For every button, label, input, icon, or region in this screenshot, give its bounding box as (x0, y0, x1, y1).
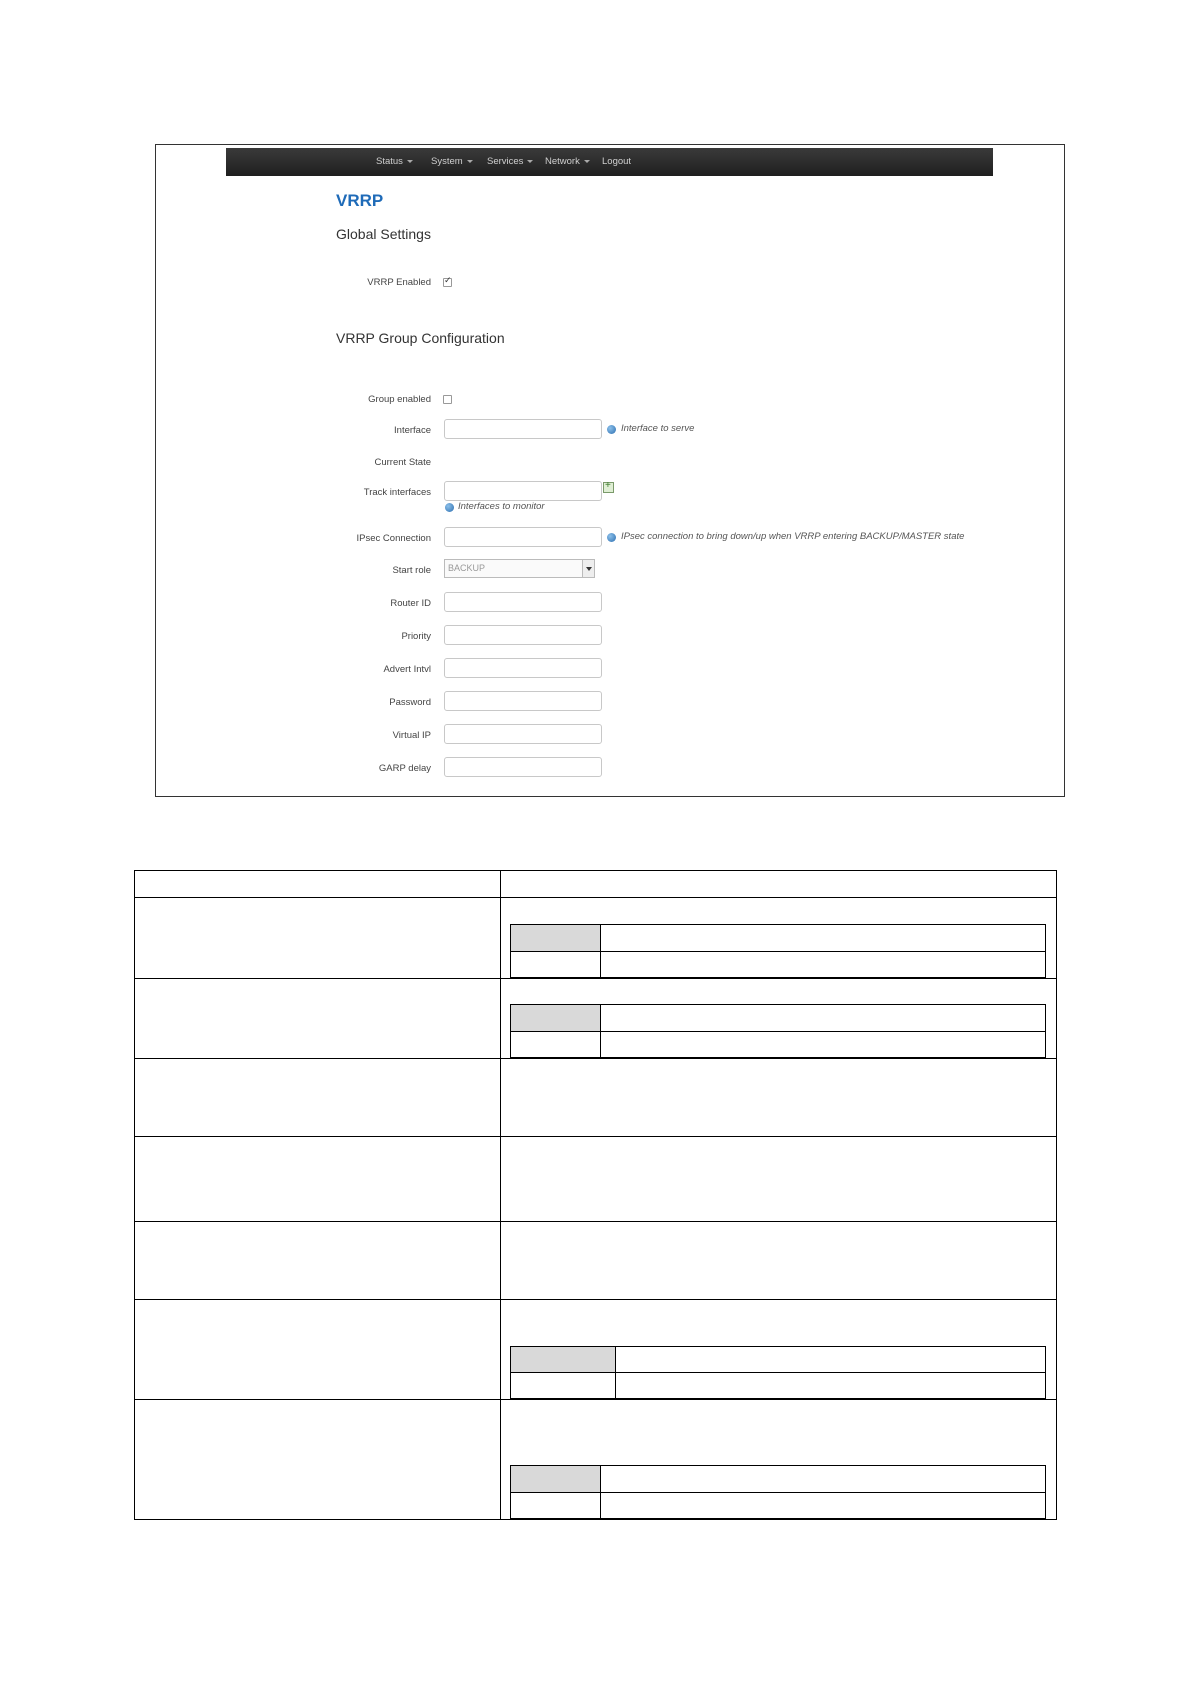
track-interfaces-input[interactable] (444, 481, 602, 501)
priority-input[interactable] (444, 625, 602, 645)
sub-table-cell (511, 1032, 601, 1057)
nav-status-label: Status (376, 156, 403, 167)
page-title: VRRP (336, 191, 384, 210)
caret-down-icon (407, 160, 413, 163)
nav-services-label: Services (487, 156, 524, 167)
info-icon (445, 503, 454, 512)
ipsec-connection-label: IPsec Connection (356, 533, 431, 544)
nav-services[interactable] (487, 148, 533, 176)
nav-system[interactable] (431, 148, 473, 176)
sub-table-cell (511, 1493, 601, 1518)
current-state-label: Current State (374, 457, 431, 468)
ipsec-connection-input[interactable] (444, 527, 602, 547)
sub-table-cell (511, 1466, 601, 1492)
sub-table-cell (511, 1005, 601, 1031)
sub-table (510, 1346, 1046, 1399)
table-row-divider (134, 1136, 1057, 1137)
nav-system-label: System (431, 156, 463, 167)
info-icon (607, 533, 616, 542)
table-row-divider (134, 897, 1057, 898)
sub-table-row (510, 951, 1046, 978)
router-id-input[interactable] (444, 592, 602, 612)
top-navbar (226, 148, 993, 176)
dropdown-arrow-icon[interactable] (582, 560, 594, 577)
table-row-divider (134, 1299, 1057, 1300)
group-enabled-checkbox[interactable] (443, 395, 452, 404)
sub-table (510, 1465, 1046, 1519)
advert-intvl-input[interactable] (444, 658, 602, 678)
table-border (134, 1519, 1057, 1520)
track-interfaces-hint: Interfaces to monitor (458, 501, 545, 512)
nav-logout-label: Logout (602, 156, 632, 167)
vrrp-enabled-checkbox[interactable] (443, 278, 452, 287)
sub-table-row (510, 1004, 1046, 1032)
start-role-select[interactable] (444, 559, 595, 578)
sub-table-row (510, 1372, 1046, 1399)
sub-table-row (510, 1031, 1046, 1058)
global-settings-heading: Global Settings (336, 226, 431, 242)
table-border (1056, 870, 1057, 1520)
sub-table-cell (511, 952, 601, 977)
table-row-divider (134, 1058, 1057, 1059)
nav-network[interactable] (545, 148, 590, 176)
virtual-ip-input[interactable] (444, 724, 602, 744)
sub-table-row (510, 1492, 1046, 1519)
router-id-label: Router ID (390, 598, 431, 609)
interface-hint: Interface to serve (621, 423, 695, 434)
table-border (134, 870, 1057, 871)
password-input[interactable] (444, 691, 602, 711)
interface-input[interactable] (444, 419, 602, 439)
group-config-heading: VRRP Group Configuration (336, 330, 505, 346)
priority-label: Priority (401, 631, 431, 642)
ipsec-connection-hint: IPsec connection to bring down/up when VRRP entering BACKUP/MASTER state (621, 531, 965, 542)
interface-label: Interface (394, 425, 431, 436)
sub-table-row (510, 924, 1046, 952)
table-row-divider (134, 1221, 1057, 1222)
caret-down-icon (527, 160, 533, 163)
caret-down-icon (584, 160, 590, 163)
sub-table-row (510, 1346, 1046, 1373)
info-icon (607, 425, 616, 434)
table-column-divider (500, 870, 501, 1520)
advert-intvl-label: Advert Intvl (383, 664, 431, 675)
table-row-divider (134, 978, 1057, 979)
nav-logout[interactable] (602, 148, 631, 176)
sub-table-cell (511, 1373, 616, 1398)
track-interfaces-label: Track interfaces (363, 487, 431, 498)
table-row-divider (134, 1399, 1057, 1400)
sub-table (510, 1004, 1046, 1058)
garp-delay-input[interactable] (444, 757, 602, 777)
screenshot-frame (155, 144, 1065, 797)
nav-status[interactable] (376, 148, 413, 176)
vrrp-enabled-label: VRRP Enabled (367, 277, 431, 288)
start-role-label: Start role (392, 565, 431, 576)
caret-down-icon (467, 160, 473, 163)
garp-delay-label: GARP delay (378, 763, 431, 774)
sub-table-row (510, 1465, 1046, 1493)
virtual-ip-label: Virtual IP (392, 730, 431, 741)
nav-network-label: Network (545, 156, 580, 167)
start-role-value: BACKUP (448, 563, 486, 573)
table-border (134, 870, 135, 1520)
sub-table-cell (511, 1347, 616, 1372)
add-icon[interactable] (603, 482, 614, 493)
password-label: Password (389, 697, 431, 708)
sub-table (510, 924, 1046, 978)
sub-table-cell (511, 925, 601, 951)
group-enabled-label: Group enabled (368, 394, 431, 405)
